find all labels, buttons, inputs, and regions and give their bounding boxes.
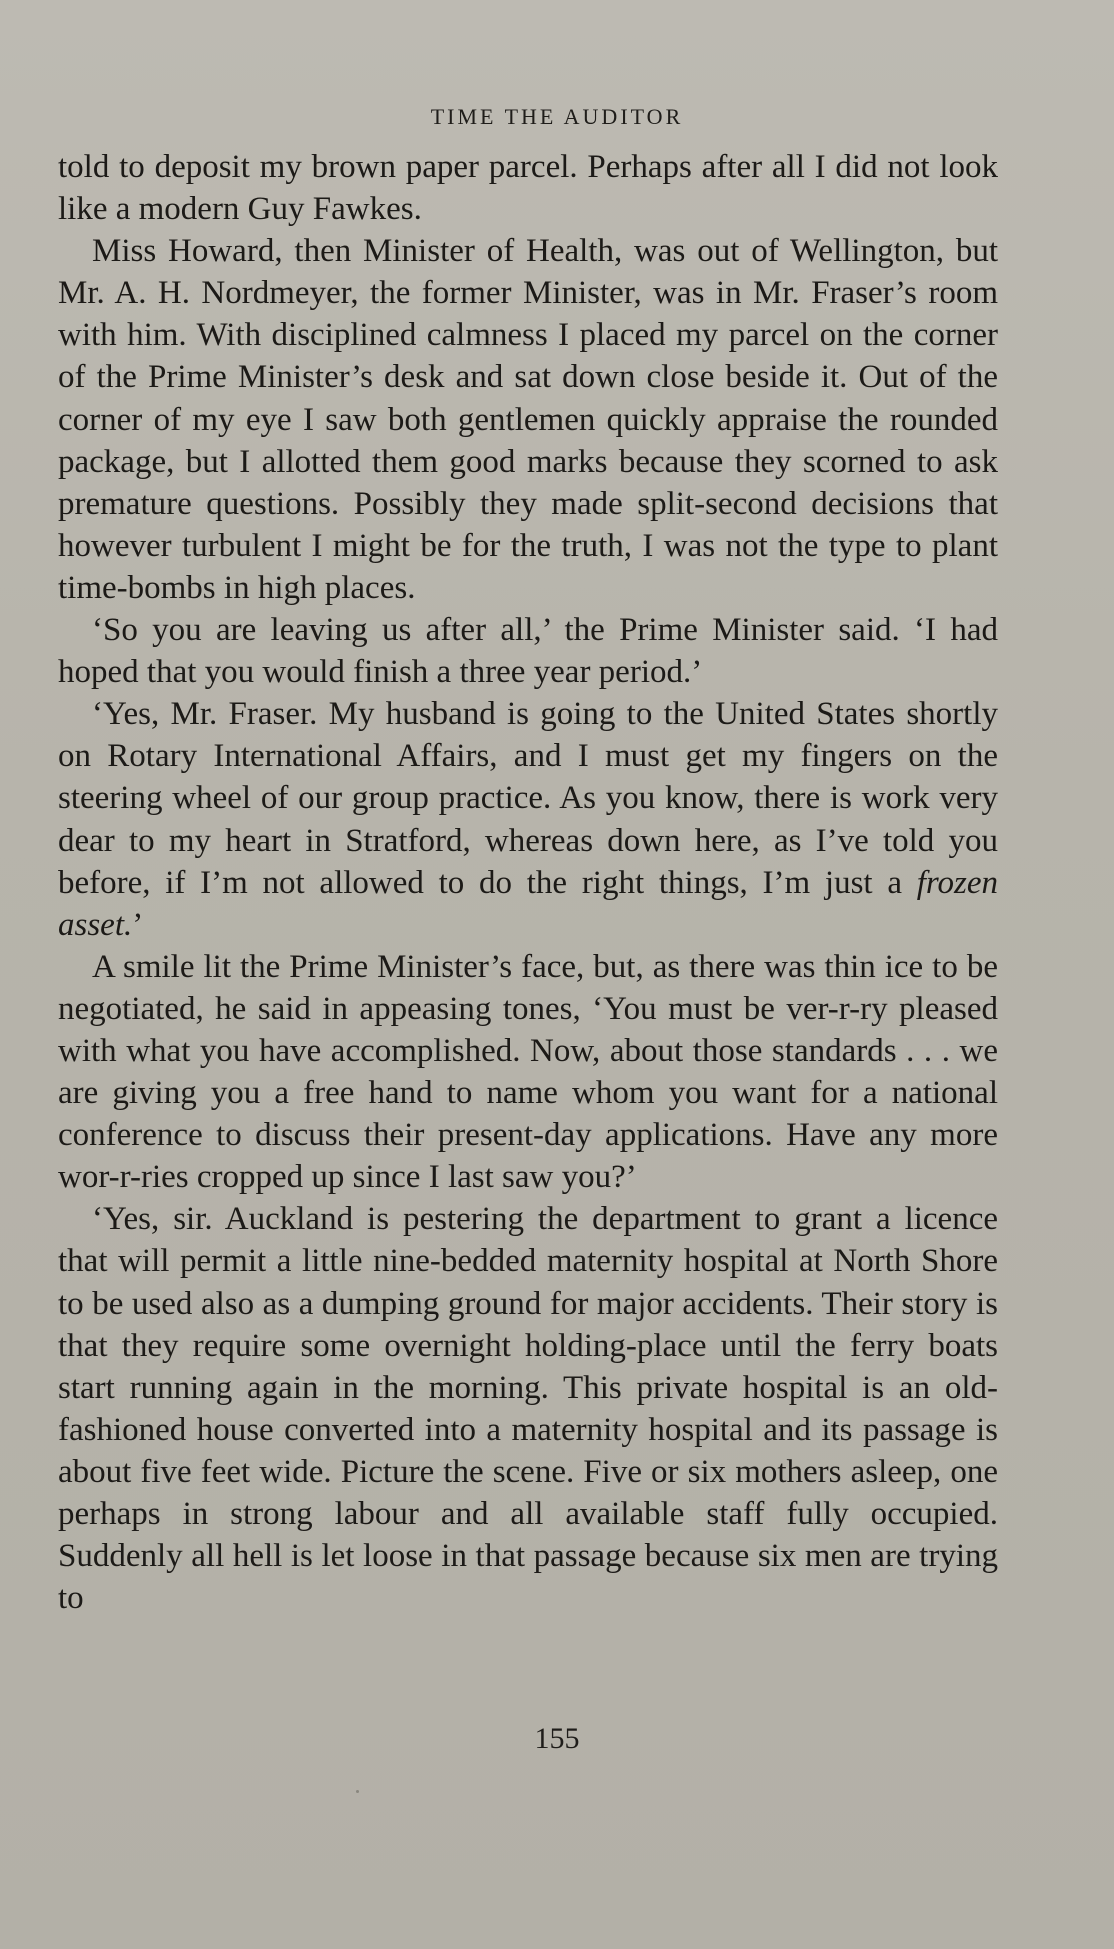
running-head: TIME THE AUDITOR <box>430 104 684 129</box>
paragraph: A smile lit the Prime Minister’s face, but, as there was thin ice to be negotiated, he said in appeasing tones, ‘You must be ver-r-ry pleased with what you have accomplished. Now, about those standards . . . we are giving you a free hand to name whom you want for a national conference to discuss their present-day applications. Have any more wor-r-ries cropped up since I last saw you?’ <box>58 948 998 1196</box>
paragraph: ‘So you are leaving us after all,’ the Prime Minister said. ‘I had hoped that you would finish a three year period.’ <box>58 612 998 691</box>
paragraph: told to deposit my brown paper parcel. Perhaps after all I did not look like a modern Guy Fawkes. <box>58 149 998 228</box>
paragraph: Miss Howard, then Minister of Health, was out of Wellington, but Mr. A. H. Nordmeyer, the former Minister, was in Mr. Fraser’s room with him. With disciplined calmness I placed my parcel on the corner of the Prime Minister’s desk and sat down close beside it. Out of the corner of my eye I saw both gentlemen quickly appraise the rounded package, but I allotted them good marks because they scorned to ask premature questions. Possibly they made split-second decisions that however turbulent I might be for the truth, I was not the type to plant time-bombs in high places. <box>58 233 998 606</box>
paper-speck <box>356 1790 359 1793</box>
closing-quote: ’ <box>132 906 144 943</box>
page-number: 155 <box>534 1722 580 1755</box>
italic-phrase: frozen asset. <box>58 864 998 943</box>
body-text <box>58 146 998 1619</box>
paragraph-text: ‘Yes, Mr. Fraser. My husband is going to the United States shortly on Rotary International Affairs, and I must get my fingers on the steering wheel of our group practice. As you know, there is work very dear to my heart in Stratford, whereas down here, as I’ve told you before, if I’m not allowed to do the right things, I’m just a <box>58 696 998 901</box>
paragraph: ‘Yes, sir. Auckland is pestering the department to grant a licence that will permit a little nine-bedded maternity hospital at North Shore to be used also as a dumping ground for major accidents. Their story is that they require some overnight holding-place until the ferry boats start running again in the morning. This private hospital is an old-fashioned house converted into a maternity hospital and its passage is about five feet wide. Picture the scene. Five or six mothers asleep, one perhaps in strong labour and all available staff fully occupied. Suddenly all hell is let loose in that passage because six men are trying to <box>58 1201 998 1617</box>
paragraph <box>58 693 998 946</box>
